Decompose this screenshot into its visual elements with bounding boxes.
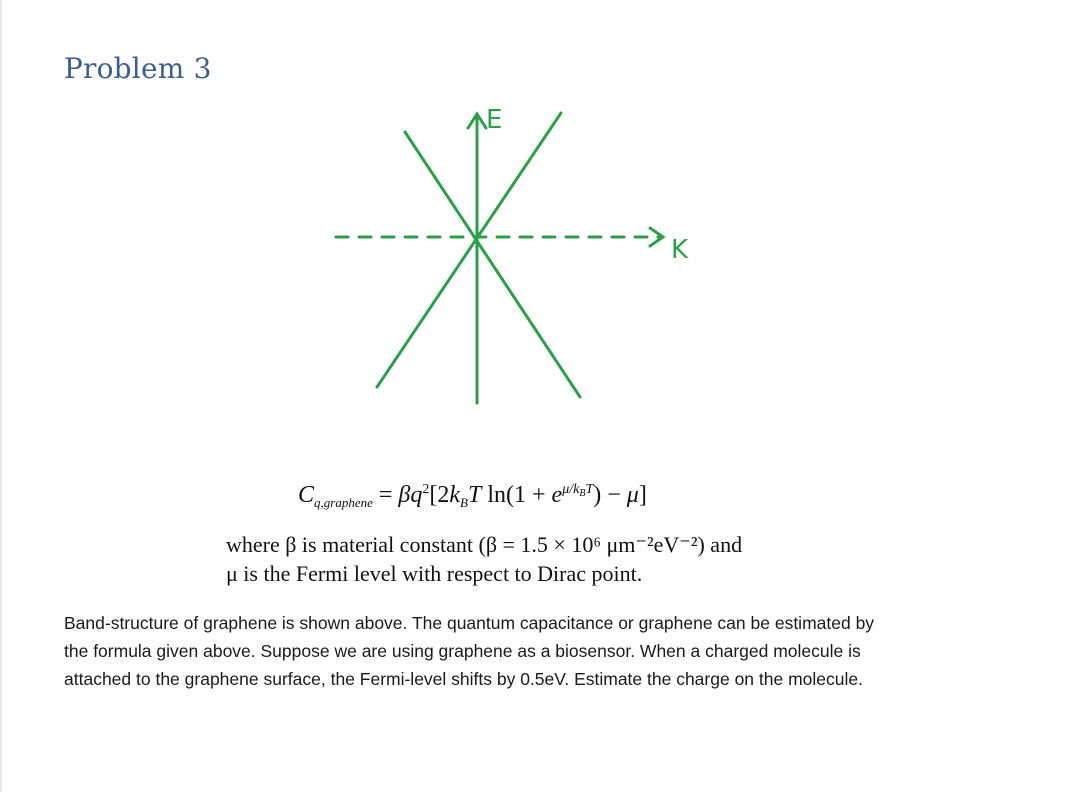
momentum-axis-label: K [671,235,689,265]
energy-axis-label: E [486,105,503,135]
problem-statement-line: Band-structure of graphene is shown above. The quantum capacitance or graphene can be estimated by [64,613,875,633]
beta-definition-line: where β is material constant (β = 1.5 × 10⁶ μm⁻²eV⁻²) and [226,532,743,557]
problem-heading: Problem 3 [64,52,212,85]
problem-statement-line: the formula given above. Suppose we are using graphene as a biosensor. When a charged molecule is [64,641,861,661]
quantum-capacitance-formula: $C_{q,graphene} = \beta q^2[2k_BT$ $\ln(1 + e^{\mu/k_BT}) - \mu$] [298,482,647,510]
dispersion-line-positive [377,113,561,387]
problem-statement [64,609,1024,693]
dispersion-line-negative [405,132,580,397]
problem-statement-line: attached to the graphene surface, the Fermi-level shifts by 0.5eV. Estimate the charge on the molecule. [64,669,863,689]
mu-definition-line: μ is the Fermi level with respect to Dirac point. [226,561,643,586]
